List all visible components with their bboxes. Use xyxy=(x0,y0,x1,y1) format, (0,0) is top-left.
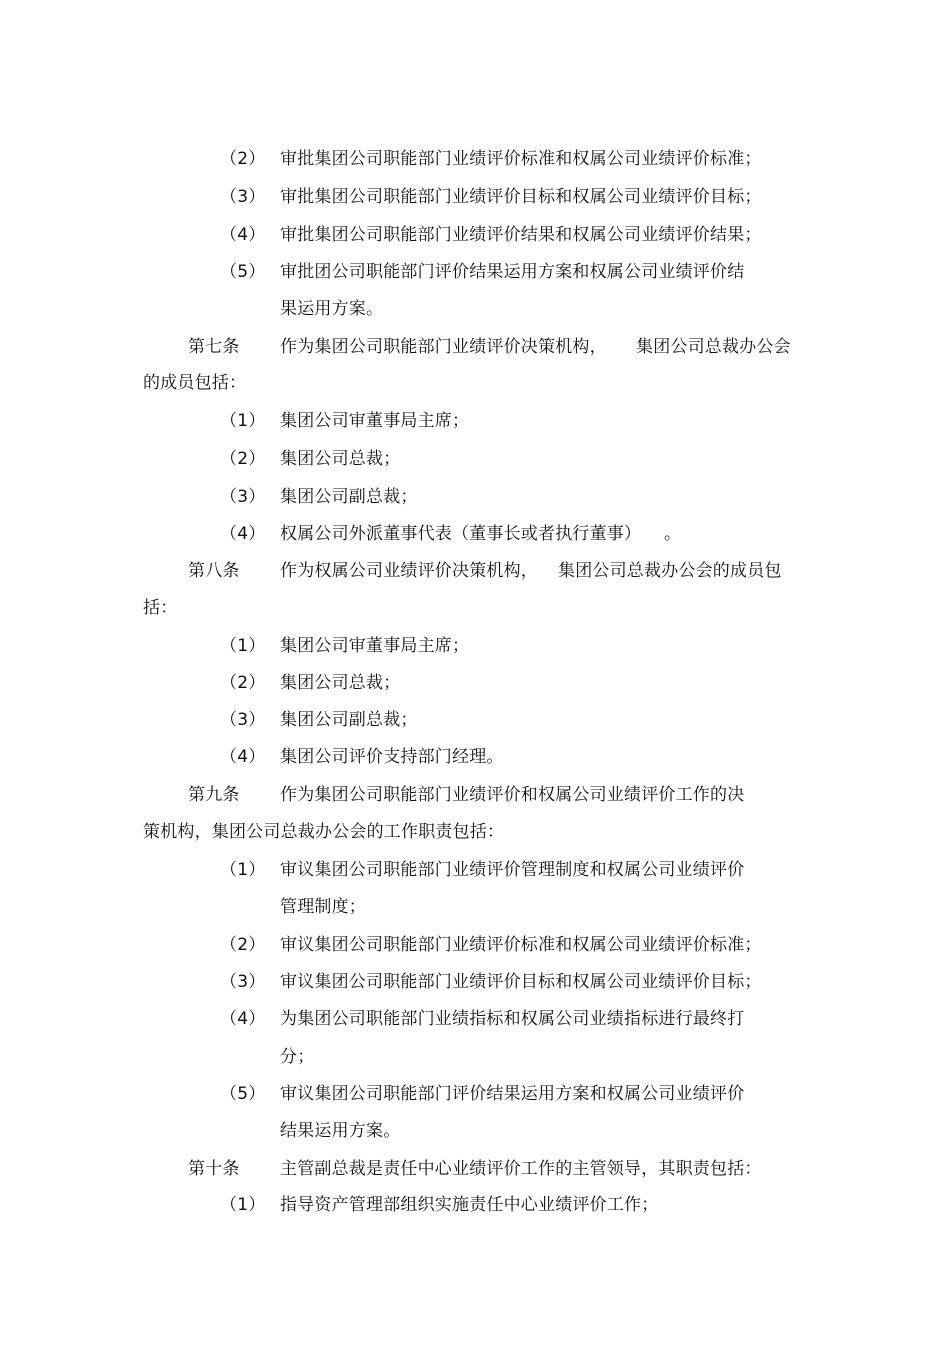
list-item-number: （5） xyxy=(220,1084,266,1104)
article-label: 第七条 xyxy=(188,337,240,357)
list-item-number: （2） xyxy=(220,449,266,469)
article-label: 第九条 xyxy=(188,785,240,805)
article-continuation: 括： xyxy=(143,598,178,618)
list-item-text: 审批团公司职能部门评价结果运用方案和权属公司业绩评价结 xyxy=(280,262,745,282)
list-item-number: （3） xyxy=(220,187,266,207)
list-item-number: （4） xyxy=(220,1009,266,1029)
list-item-number: （2） xyxy=(220,935,266,955)
list-item-number: （4） xyxy=(220,225,266,245)
list-item-tail: 。 xyxy=(664,524,682,544)
list-item-text: 审批集团公司职能部门业绩评价标准和权属公司业绩评价标准； xyxy=(280,149,762,169)
list-item-text: 审议集团公司职能部门业绩评价标准和权属公司业绩评价标准； xyxy=(280,935,762,955)
list-item-number: （3） xyxy=(220,710,266,730)
article-continuation: 的成员包括： xyxy=(143,373,247,393)
article-text: 集团公司总裁办公会的成员包 xyxy=(558,561,782,581)
list-item-continuation: 分； xyxy=(280,1047,315,1067)
list-item-number: （5） xyxy=(220,262,266,282)
list-item-text: 集团公司审董事局主席； xyxy=(280,411,470,431)
list-item-number: （1） xyxy=(220,636,266,656)
list-item-number: （2） xyxy=(220,149,266,169)
list-item-text: 集团公司总裁； xyxy=(280,449,401,469)
article-label: 第八条 xyxy=(188,561,240,581)
list-item-number: （1） xyxy=(220,860,266,880)
article-text: 作为集团公司职能部门业绩评价决策机构， xyxy=(280,337,607,357)
list-item-number: （4） xyxy=(220,747,266,767)
article-text: 作为集团公司职能部门业绩评价和权属公司业绩评价工作的决 xyxy=(280,785,745,805)
list-item-number: （2） xyxy=(220,673,266,693)
list-item-number: （4） xyxy=(220,524,266,544)
article-text: 作为权属公司业绩评价决策机构， xyxy=(280,561,538,581)
list-item-text: 集团公司副总裁； xyxy=(280,710,418,730)
list-item-text: 集团公司总裁； xyxy=(280,673,401,693)
list-item-text: 审议集团公司职能部门业绩评价目标和权属公司业绩评价目标； xyxy=(280,972,762,992)
list-item-continuation: 管理制度； xyxy=(280,897,366,917)
list-item-text: 审批集团公司职能部门业绩评价结果和权属公司业绩评价结果； xyxy=(280,225,762,245)
list-item-text: 审批集团公司职能部门业绩评价目标和权属公司业绩评价目标； xyxy=(280,187,762,207)
list-item-number: （1） xyxy=(220,1195,266,1215)
list-item-text: 指导资产管理部组织实施责任中心业绩评价工作； xyxy=(280,1195,659,1215)
list-item-text: 集团公司评价支持部门经理。 xyxy=(280,747,504,767)
list-item-text: 集团公司副总裁； xyxy=(280,487,418,507)
list-item-text: 审议集团公司职能部门评价结果运用方案和权属公司业绩评价 xyxy=(280,1084,745,1104)
list-item-text: 审议集团公司职能部门业绩评价管理制度和权属公司业绩评价 xyxy=(280,860,745,880)
list-item-text: 权属公司外派董事代表（董事长或者执行董事） xyxy=(280,524,642,544)
article-text: 集团公司总裁办公会 xyxy=(636,337,791,357)
list-item-number: （3） xyxy=(220,487,266,507)
list-item-continuation: 结果运用方案。 xyxy=(280,1121,401,1141)
list-item-number: （1） xyxy=(220,411,266,431)
article-text: 主管副总裁是责任中心业绩评价工作的主管领导，其职责包括： xyxy=(280,1159,762,1179)
article-label: 第十条 xyxy=(188,1159,240,1179)
list-item-continuation: 果运用方案。 xyxy=(280,299,384,319)
list-item-number: （3） xyxy=(220,972,266,992)
list-item-text: 集团公司审董事局主席； xyxy=(280,636,470,656)
article-continuation: 策机构，集团公司总裁办公会的工作职责包括： xyxy=(143,822,505,842)
list-item-text: 为集团公司职能部门业绩指标和权属公司业绩指标进行最终打 xyxy=(280,1009,745,1029)
